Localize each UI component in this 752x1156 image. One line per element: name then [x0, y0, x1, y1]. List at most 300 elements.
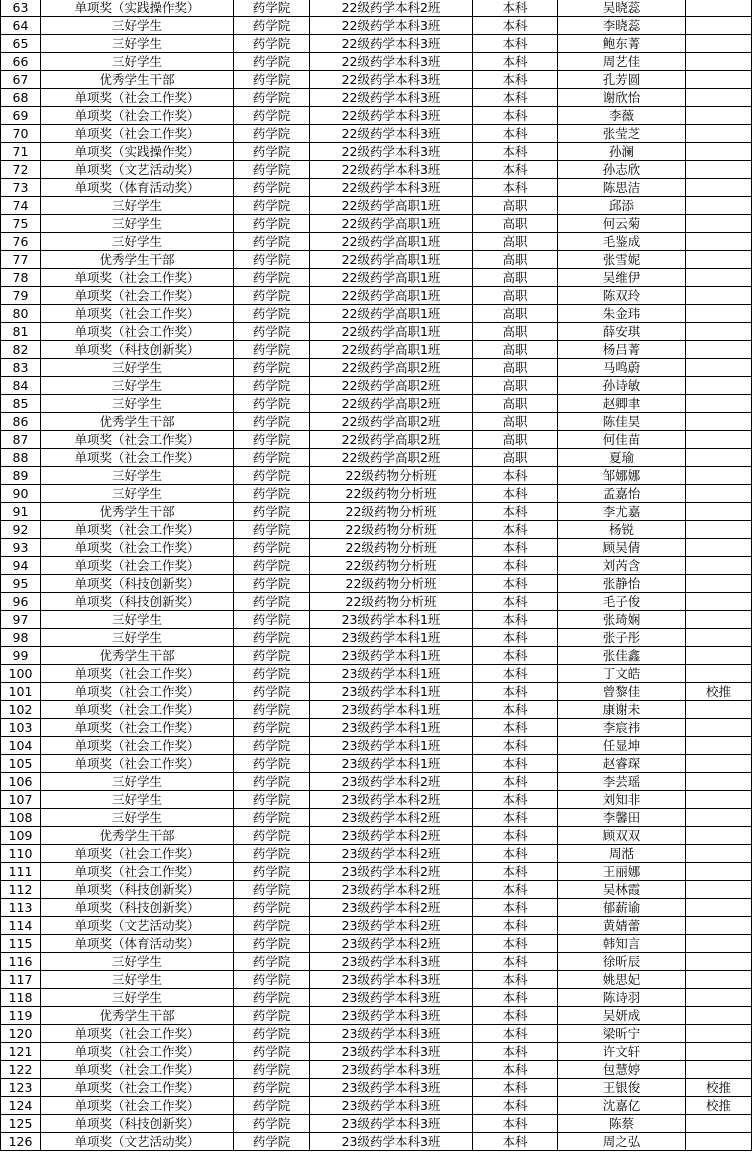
row-number-cell: 63 — [1, 0, 41, 17]
row-number-cell: 120 — [1, 1025, 41, 1043]
education-level-cell: 本科 — [473, 107, 558, 125]
table-row — [1, 755, 752, 773]
class-name-cell: 23级药学本科1班 — [310, 647, 473, 665]
remark-cell — [686, 449, 752, 467]
row-number-cell: 72 — [1, 161, 41, 179]
award-type-cell: 优秀学生干部 — [41, 647, 234, 665]
college-cell: 药学院 — [234, 503, 310, 521]
education-level-cell: 本科 — [473, 629, 558, 647]
remark-cell — [686, 1061, 752, 1079]
student-name-cell: 马鸣蔚 — [558, 359, 686, 377]
college-cell: 药学院 — [234, 521, 310, 539]
row-number-cell: 84 — [1, 377, 41, 395]
row-number-cell: 74 — [1, 197, 41, 215]
class-name-cell: 23级药学本科2班 — [310, 827, 473, 845]
student-name-cell: 黄婧蕾 — [558, 917, 686, 935]
table-row — [1, 143, 752, 161]
table-row — [1, 503, 752, 521]
row-number-cell: 118 — [1, 989, 41, 1007]
row-number-cell: 126 — [1, 1133, 41, 1151]
table-row — [1, 413, 752, 431]
class-name-cell: 22级药物分析班 — [310, 503, 473, 521]
award-type-cell: 单项奖（社会工作奖） — [41, 125, 234, 143]
award-type-cell: 单项奖（文艺活动奖） — [41, 1133, 234, 1151]
student-name-cell: 曾黎佳 — [558, 683, 686, 701]
college-cell: 药学院 — [234, 791, 310, 809]
class-name-cell: 23级药学本科2班 — [310, 863, 473, 881]
award-type-cell: 单项奖（社会工作奖） — [41, 719, 234, 737]
row-number-cell: 110 — [1, 845, 41, 863]
row-number-cell: 103 — [1, 719, 41, 737]
remark-cell — [686, 935, 752, 953]
table-row — [1, 1079, 752, 1097]
table-row — [1, 89, 752, 107]
class-name-cell: 23级药学本科2班 — [310, 791, 473, 809]
table-row — [1, 125, 752, 143]
college-cell: 药学院 — [234, 467, 310, 485]
student-name-cell: 赵卿聿 — [558, 395, 686, 413]
education-level-cell: 本科 — [473, 0, 558, 17]
education-level-cell: 高职 — [473, 323, 558, 341]
education-level-cell: 本科 — [473, 647, 558, 665]
college-cell: 药学院 — [234, 611, 310, 629]
row-number-cell: 125 — [1, 1115, 41, 1133]
student-name-cell: 李薇 — [558, 107, 686, 125]
student-name-cell: 邱添 — [558, 197, 686, 215]
class-name-cell: 23级药学本科2班 — [310, 773, 473, 791]
table-row — [1, 917, 752, 935]
table-row — [1, 935, 752, 953]
table-row — [1, 215, 752, 233]
class-name-cell: 22级药学本科3班 — [310, 125, 473, 143]
education-level-cell: 本科 — [473, 485, 558, 503]
class-name-cell: 23级药学本科3班 — [310, 953, 473, 971]
class-name-cell: 22级药学高职2班 — [310, 395, 473, 413]
row-number-cell: 114 — [1, 917, 41, 935]
class-name-cell: 22级药学高职2班 — [310, 413, 473, 431]
class-name-cell: 22级药学本科3班 — [310, 71, 473, 89]
remark-cell — [686, 1133, 752, 1151]
table-row — [1, 377, 752, 395]
row-number-cell: 73 — [1, 179, 41, 197]
class-name-cell: 22级药物分析班 — [310, 593, 473, 611]
education-level-cell: 本科 — [473, 467, 558, 485]
table-row — [1, 1061, 752, 1079]
college-cell: 药学院 — [234, 809, 310, 827]
student-name-cell: 丁文皓 — [558, 665, 686, 683]
remark-cell — [686, 881, 752, 899]
row-number-cell: 121 — [1, 1043, 41, 1061]
class-name-cell: 23级药学本科2班 — [310, 809, 473, 827]
college-cell: 药学院 — [234, 629, 310, 647]
education-level-cell: 高职 — [473, 251, 558, 269]
education-level-cell: 本科 — [473, 143, 558, 161]
class-name-cell: 23级药学本科2班 — [310, 917, 473, 935]
education-level-cell: 本科 — [473, 89, 558, 107]
student-name-cell: 李芸瑶 — [558, 773, 686, 791]
row-number-cell: 96 — [1, 593, 41, 611]
education-level-cell: 高职 — [473, 359, 558, 377]
row-number-cell: 102 — [1, 701, 41, 719]
college-cell: 药学院 — [234, 971, 310, 989]
student-name-cell: 孙志欣 — [558, 161, 686, 179]
award-type-cell: 单项奖（社会工作奖） — [41, 557, 234, 575]
college-cell: 药学院 — [234, 197, 310, 215]
row-number-cell: 123 — [1, 1079, 41, 1097]
award-type-cell: 优秀学生干部 — [41, 827, 234, 845]
remark-cell — [686, 323, 752, 341]
remark-cell — [686, 485, 752, 503]
award-type-cell: 单项奖（社会工作奖） — [41, 1061, 234, 1079]
remark-cell — [686, 0, 752, 17]
row-number-cell: 124 — [1, 1097, 41, 1115]
award-type-cell: 优秀学生干部 — [41, 251, 234, 269]
award-type-cell: 三好学生 — [41, 611, 234, 629]
row-number-cell: 83 — [1, 359, 41, 377]
award-type-cell: 三好学生 — [41, 989, 234, 1007]
student-name-cell: 吴林霞 — [558, 881, 686, 899]
college-cell: 药学院 — [234, 593, 310, 611]
row-number-cell: 101 — [1, 683, 41, 701]
table-row — [1, 269, 752, 287]
class-name-cell: 22级药学本科3班 — [310, 161, 473, 179]
student-name-cell: 何云菊 — [558, 215, 686, 233]
class-name-cell: 23级药学本科2班 — [310, 845, 473, 863]
college-cell: 药学院 — [234, 377, 310, 395]
college-cell: 药学院 — [234, 305, 310, 323]
college-cell: 药学院 — [234, 107, 310, 125]
remark-cell — [686, 197, 752, 215]
table-row — [1, 629, 752, 647]
education-level-cell: 本科 — [473, 557, 558, 575]
award-type-cell: 单项奖（社会工作奖） — [41, 701, 234, 719]
table-row — [1, 989, 752, 1007]
class-name-cell: 23级药学本科1班 — [310, 629, 473, 647]
college-cell: 药学院 — [234, 1133, 310, 1151]
student-name-cell: 姚思妃 — [558, 971, 686, 989]
award-type-cell: 三好学生 — [41, 467, 234, 485]
class-name-cell: 22级药物分析班 — [310, 467, 473, 485]
class-name-cell: 23级药学本科3班 — [310, 1025, 473, 1043]
education-level-cell: 本科 — [473, 35, 558, 53]
class-name-cell: 22级药学本科2班 — [310, 0, 473, 17]
row-number-cell: 65 — [1, 35, 41, 53]
education-level-cell: 本科 — [473, 179, 558, 197]
table-row — [1, 341, 752, 359]
award-type-cell: 单项奖（文艺活动奖） — [41, 917, 234, 935]
student-name-cell: 梁昕宁 — [558, 1025, 686, 1043]
college-cell: 药学院 — [234, 323, 310, 341]
remark-cell — [686, 575, 752, 593]
student-name-cell: 孙诗敏 — [558, 377, 686, 395]
college-cell: 药学院 — [234, 395, 310, 413]
table-row — [1, 17, 752, 35]
class-name-cell: 22级药物分析班 — [310, 539, 473, 557]
table-row — [1, 737, 752, 755]
table-row — [1, 1043, 752, 1061]
student-name-cell: 张雪妮 — [558, 251, 686, 269]
table-row — [1, 953, 752, 971]
remark-cell — [686, 215, 752, 233]
class-name-cell: 22级药学高职2班 — [310, 359, 473, 377]
college-cell: 药学院 — [234, 0, 310, 17]
remark-cell — [686, 1043, 752, 1061]
row-number-cell: 117 — [1, 971, 41, 989]
row-number-cell: 90 — [1, 485, 41, 503]
student-name-cell: 何佳苗 — [558, 431, 686, 449]
award-type-cell: 单项奖（科技创新奖） — [41, 593, 234, 611]
remark-cell — [686, 359, 752, 377]
award-type-cell: 单项奖（科技创新奖） — [41, 899, 234, 917]
award-type-cell: 单项奖（社会工作奖） — [41, 287, 234, 305]
remark-cell — [686, 341, 752, 359]
table-row — [1, 863, 752, 881]
student-name-cell: 张子彤 — [558, 629, 686, 647]
remark-cell — [686, 557, 752, 575]
education-level-cell: 本科 — [473, 521, 558, 539]
remark-cell — [686, 809, 752, 827]
student-name-cell: 顾吴倩 — [558, 539, 686, 557]
education-level-cell: 本科 — [473, 791, 558, 809]
table-row — [1, 1097, 752, 1115]
award-type-cell: 单项奖（社会工作奖） — [41, 1079, 234, 1097]
table-row — [1, 647, 752, 665]
remark-cell — [686, 773, 752, 791]
education-level-cell: 本科 — [473, 125, 558, 143]
row-number-cell: 78 — [1, 269, 41, 287]
college-cell: 药学院 — [234, 575, 310, 593]
class-name-cell: 23级药学本科1班 — [310, 719, 473, 737]
class-name-cell: 22级药学本科3班 — [310, 179, 473, 197]
education-level-cell: 本科 — [473, 845, 558, 863]
class-name-cell: 22级药学高职1班 — [310, 341, 473, 359]
college-cell: 药学院 — [234, 863, 310, 881]
class-name-cell: 22级药学高职1班 — [310, 251, 473, 269]
class-name-cell: 22级药物分析班 — [310, 521, 473, 539]
remark-cell — [686, 107, 752, 125]
class-name-cell: 22级药学高职1班 — [310, 215, 473, 233]
table-row — [1, 1007, 752, 1025]
student-name-cell: 鲍东菁 — [558, 35, 686, 53]
table-row — [1, 971, 752, 989]
student-name-cell: 李晓蕊 — [558, 17, 686, 35]
award-type-cell: 三好学生 — [41, 233, 234, 251]
college-cell: 药学院 — [234, 89, 310, 107]
education-level-cell: 本科 — [473, 881, 558, 899]
remark-cell — [686, 305, 752, 323]
student-name-cell: 孙澜 — [558, 143, 686, 161]
award-type-cell: 三好学生 — [41, 17, 234, 35]
college-cell: 药学院 — [234, 773, 310, 791]
remark-cell — [686, 467, 752, 485]
education-level-cell: 本科 — [473, 53, 558, 71]
college-cell: 药学院 — [234, 269, 310, 287]
table-row — [1, 233, 752, 251]
remark-cell — [686, 611, 752, 629]
table-row — [1, 395, 752, 413]
table-row — [1, 179, 752, 197]
college-cell: 药学院 — [234, 233, 310, 251]
college-cell: 药学院 — [234, 1079, 310, 1097]
class-name-cell: 23级药学本科1班 — [310, 683, 473, 701]
row-number-cell: 88 — [1, 449, 41, 467]
remark-cell — [686, 791, 752, 809]
class-name-cell: 22级药学高职1班 — [310, 323, 473, 341]
row-number-cell: 116 — [1, 953, 41, 971]
college-cell: 药学院 — [234, 989, 310, 1007]
table-row — [1, 449, 752, 467]
table-row — [1, 251, 752, 269]
award-type-cell: 三好学生 — [41, 971, 234, 989]
class-name-cell: 22级药学本科3班 — [310, 107, 473, 125]
education-level-cell: 高职 — [473, 395, 558, 413]
remark-cell — [686, 665, 752, 683]
student-name-cell: 李宸祎 — [558, 719, 686, 737]
college-cell: 药学院 — [234, 1043, 310, 1061]
college-cell: 药学院 — [234, 935, 310, 953]
table-row — [1, 557, 752, 575]
award-type-cell: 三好学生 — [41, 629, 234, 647]
remark-cell — [686, 413, 752, 431]
student-name-cell: 夏瑜 — [558, 449, 686, 467]
college-cell: 药学院 — [234, 143, 310, 161]
table-row — [1, 35, 752, 53]
class-name-cell: 23级药学本科3班 — [310, 1043, 473, 1061]
remark-cell — [686, 503, 752, 521]
education-level-cell: 高职 — [473, 197, 558, 215]
student-name-cell: 韩知言 — [558, 935, 686, 953]
college-cell: 药学院 — [234, 881, 310, 899]
row-number-cell: 77 — [1, 251, 41, 269]
college-cell: 药学院 — [234, 737, 310, 755]
row-number-cell: 112 — [1, 881, 41, 899]
award-type-cell: 单项奖（社会工作奖） — [41, 1025, 234, 1043]
remark-cell — [686, 125, 752, 143]
class-name-cell: 23级药学本科3班 — [310, 989, 473, 1007]
college-cell: 药学院 — [234, 917, 310, 935]
class-name-cell: 23级药学本科3班 — [310, 1079, 473, 1097]
student-name-cell: 顾双双 — [558, 827, 686, 845]
class-name-cell: 22级药学高职2班 — [310, 431, 473, 449]
award-type-cell: 单项奖（社会工作奖） — [41, 665, 234, 683]
college-cell: 药学院 — [234, 125, 310, 143]
education-level-cell: 本科 — [473, 809, 558, 827]
college-cell: 药学院 — [234, 647, 310, 665]
college-cell: 药学院 — [234, 683, 310, 701]
education-level-cell: 本科 — [473, 737, 558, 755]
award-type-cell: 单项奖（社会工作奖） — [41, 1043, 234, 1061]
student-name-cell: 吴维伊 — [558, 269, 686, 287]
table-row — [1, 305, 752, 323]
class-name-cell: 22级药物分析班 — [310, 575, 473, 593]
row-number-cell: 94 — [1, 557, 41, 575]
row-number-cell: 70 — [1, 125, 41, 143]
college-cell: 药学院 — [234, 341, 310, 359]
student-name-cell: 吴晓蕊 — [558, 0, 686, 17]
award-type-cell: 三好学生 — [41, 359, 234, 377]
class-name-cell: 22级药学高职2班 — [310, 377, 473, 395]
remark-cell — [686, 971, 752, 989]
award-type-cell: 单项奖（科技创新奖） — [41, 881, 234, 899]
remark-cell — [686, 989, 752, 1007]
education-level-cell: 本科 — [473, 161, 558, 179]
award-type-cell: 单项奖（科技创新奖） — [41, 575, 234, 593]
student-name-cell: 郁薪谕 — [558, 899, 686, 917]
college-cell: 药学院 — [234, 17, 310, 35]
row-number-cell: 97 — [1, 611, 41, 629]
education-level-cell: 本科 — [473, 71, 558, 89]
remark-cell: 校推 — [686, 683, 752, 701]
table-row — [1, 1025, 752, 1043]
education-level-cell: 本科 — [473, 719, 558, 737]
award-type-cell: 单项奖（社会工作奖） — [41, 683, 234, 701]
row-number-cell: 81 — [1, 323, 41, 341]
award-type-cell: 单项奖（实践操作奖） — [41, 0, 234, 17]
remark-cell — [686, 179, 752, 197]
student-name-cell: 周湉 — [558, 845, 686, 863]
class-name-cell: 23级药学本科1班 — [310, 701, 473, 719]
row-number-cell: 109 — [1, 827, 41, 845]
class-name-cell: 22级药学本科3班 — [310, 17, 473, 35]
row-number-cell: 85 — [1, 395, 41, 413]
education-level-cell: 本科 — [473, 1097, 558, 1115]
class-name-cell: 23级药学本科1班 — [310, 665, 473, 683]
award-type-cell: 单项奖（社会工作奖） — [41, 305, 234, 323]
class-name-cell: 22级药学高职1班 — [310, 197, 473, 215]
college-cell: 药学院 — [234, 161, 310, 179]
education-level-cell: 高职 — [473, 377, 558, 395]
row-number-cell: 79 — [1, 287, 41, 305]
class-name-cell: 22级药学本科3班 — [310, 35, 473, 53]
education-level-cell: 本科 — [473, 611, 558, 629]
table-row — [1, 467, 752, 485]
education-level-cell: 高职 — [473, 305, 558, 323]
table-row — [1, 431, 752, 449]
college-cell: 药学院 — [234, 899, 310, 917]
education-level-cell: 高职 — [473, 431, 558, 449]
remark-cell — [686, 53, 752, 71]
college-cell: 药学院 — [234, 755, 310, 773]
remark-cell — [686, 17, 752, 35]
table-row — [1, 0, 752, 17]
remark-cell — [686, 899, 752, 917]
class-name-cell: 23级药学本科3班 — [310, 1061, 473, 1079]
row-number-cell: 113 — [1, 899, 41, 917]
remark-cell — [686, 89, 752, 107]
table-row — [1, 575, 752, 593]
table-row — [1, 683, 752, 701]
row-number-cell: 104 — [1, 737, 41, 755]
education-level-cell: 本科 — [473, 1115, 558, 1133]
college-cell: 药学院 — [234, 413, 310, 431]
class-name-cell: 23级药学本科1班 — [310, 737, 473, 755]
student-name-cell: 陈双玲 — [558, 287, 686, 305]
class-name-cell: 23级药学本科2班 — [310, 881, 473, 899]
table-row — [1, 323, 752, 341]
education-level-cell: 本科 — [473, 575, 558, 593]
row-number-cell: 111 — [1, 863, 41, 881]
award-type-cell: 单项奖（体育活动奖） — [41, 179, 234, 197]
remark-cell — [686, 1115, 752, 1133]
education-level-cell: 高职 — [473, 269, 558, 287]
education-level-cell: 本科 — [473, 1133, 558, 1151]
college-cell: 药学院 — [234, 53, 310, 71]
table-row — [1, 593, 752, 611]
award-type-cell: 单项奖（文艺活动奖） — [41, 161, 234, 179]
class-name-cell: 23级药学本科2班 — [310, 899, 473, 917]
award-type-cell: 单项奖（社会工作奖） — [41, 269, 234, 287]
student-name-cell: 毛鉴成 — [558, 233, 686, 251]
